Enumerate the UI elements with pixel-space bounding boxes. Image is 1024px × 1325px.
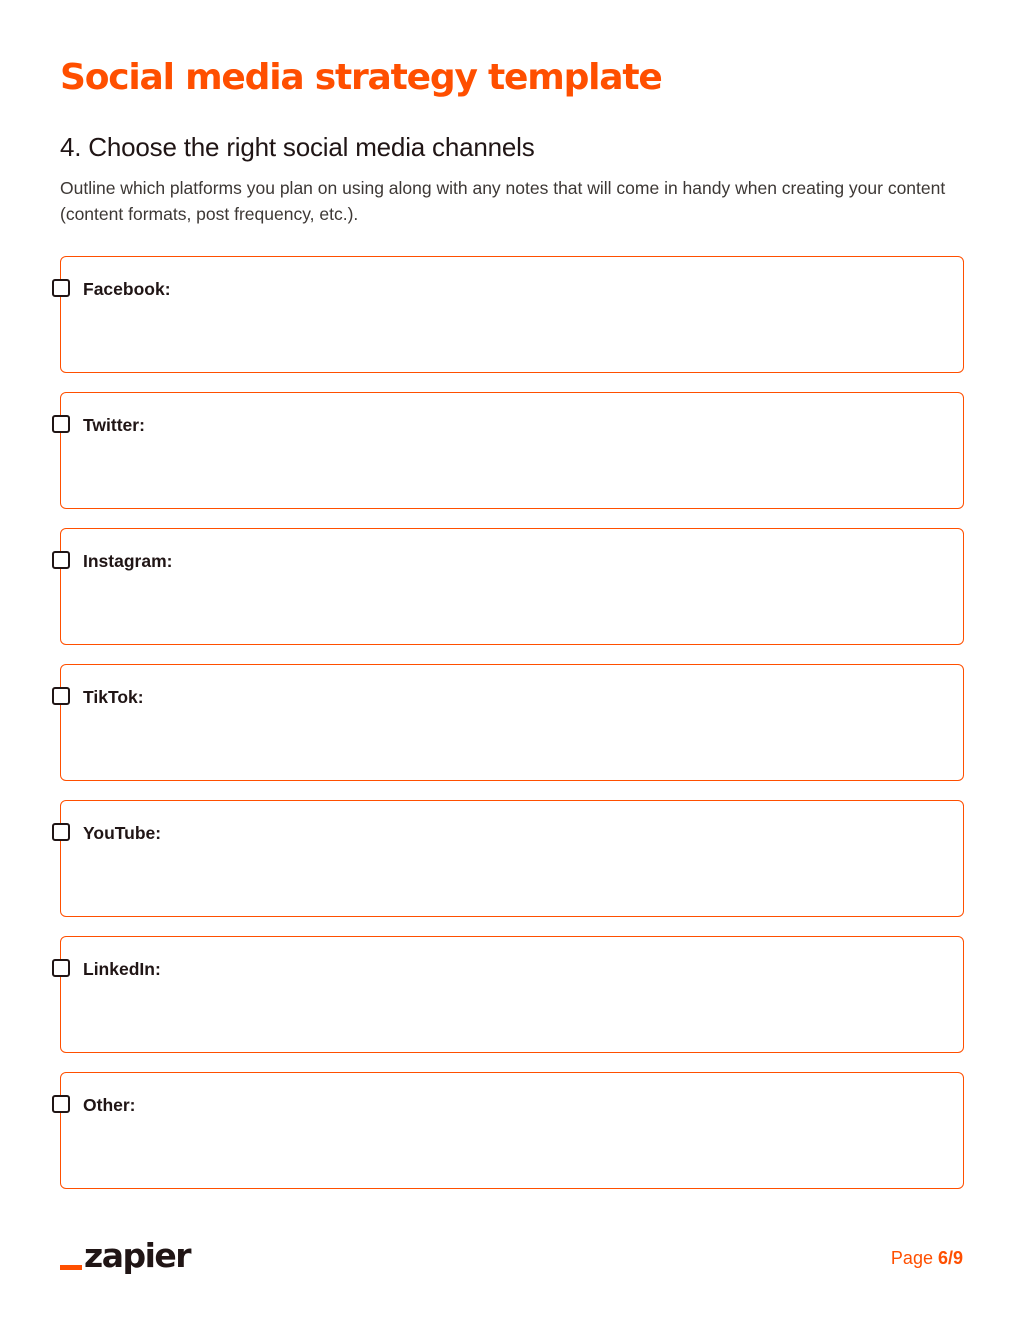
channel-label-instagram: Instagram: [83, 551, 173, 571]
document-title: Social media strategy template [60, 57, 662, 98]
checkbox-youtube[interactable] [52, 823, 70, 841]
channel-label-linkedin: LinkedIn: [83, 959, 161, 979]
logo-underscore-mark [60, 1265, 82, 1270]
channel-label-twitter: Twitter: [83, 415, 145, 435]
channel-box-linkedin [60, 936, 964, 1053]
checkbox-tiktok[interactable] [52, 687, 70, 705]
page-number: 6/9 [937, 1248, 963, 1268]
section-intro: Outline which platforms you plan on using along with any notes that will come in handy when creating your content (content formats, post frequency, etc.). [60, 178, 946, 224]
checkbox-twitter[interactable] [52, 415, 70, 433]
channel-box-facebook [60, 256, 964, 373]
logo-wordmark: zapier [84, 1236, 191, 1275]
notes-area-youtube[interactable] [83, 851, 947, 904]
channel-box-instagram [60, 528, 964, 645]
channel-box-youtube [60, 800, 964, 917]
channel-label-other: Other: [83, 1095, 136, 1115]
zapier-logo [60, 1232, 190, 1276]
channel-label-facebook: Facebook: [83, 279, 171, 299]
channel-box-tiktok [60, 664, 964, 781]
notes-area-tiktok[interactable] [83, 715, 947, 768]
notes-area-instagram[interactable] [83, 579, 947, 632]
channel-label-youtube: YouTube: [83, 823, 162, 843]
channel-list [50, 256, 966, 1208]
channel-label-tiktok: TikTok: [83, 687, 144, 707]
page-indicator [891, 1247, 963, 1269]
checkbox-facebook[interactable] [52, 279, 70, 297]
notes-area-other[interactable] [83, 1123, 947, 1176]
notes-area-linkedin[interactable] [83, 987, 947, 1040]
channel-box-twitter [60, 392, 964, 509]
checkbox-other[interactable] [52, 1095, 70, 1113]
page-prefix: Page [890, 1248, 938, 1268]
checkbox-linkedin[interactable] [52, 959, 70, 977]
notes-area-facebook[interactable] [83, 307, 947, 360]
checkbox-instagram[interactable] [52, 551, 70, 569]
channel-box-other [60, 1072, 964, 1189]
notes-area-twitter[interactable] [83, 443, 947, 496]
section-heading: 4. Choose the right social media channels [60, 132, 535, 162]
